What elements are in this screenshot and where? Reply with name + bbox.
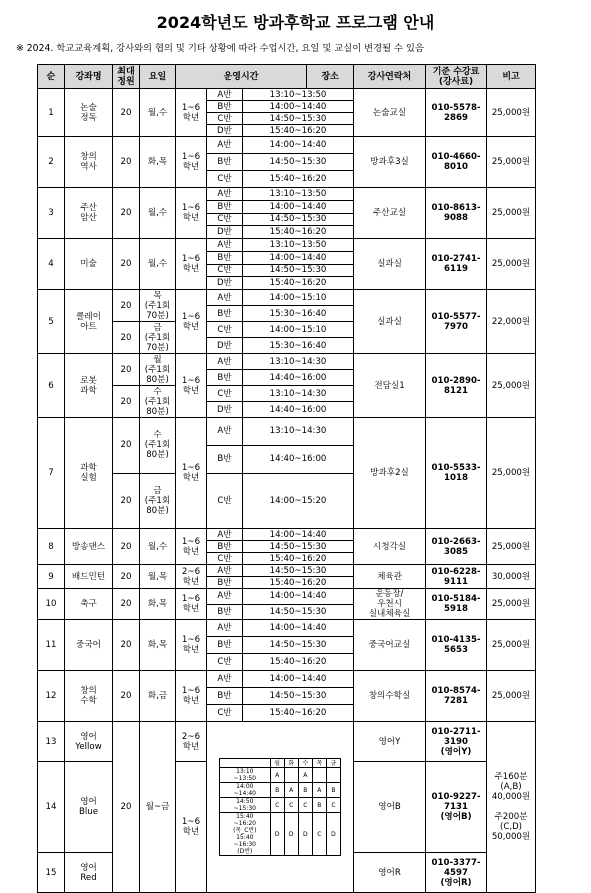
capacity: 20: [113, 386, 140, 418]
mini-header: [220, 759, 271, 768]
class-name: C반: [207, 473, 243, 529]
days: 월,수: [140, 239, 176, 290]
row-number: 14: [38, 762, 65, 853]
grade: 1~6 학년: [176, 589, 207, 620]
class-time: 15:40~16:20: [243, 125, 354, 137]
header-no: 순: [38, 65, 65, 89]
capacity: 20: [113, 529, 140, 565]
days: 수 (주1회 80분): [140, 386, 176, 418]
class-time: 15:40~16:20: [243, 577, 354, 589]
fee: 25,000원: [487, 188, 536, 239]
class-name: A반: [207, 418, 243, 446]
room: 방과후3실: [354, 137, 426, 188]
course-name: 중국어: [65, 620, 113, 671]
mini-class: B: [270, 783, 284, 798]
capacity: 20: [113, 322, 140, 354]
table-row: [38, 354, 536, 370]
row-number: 11: [38, 620, 65, 671]
mini-class: B: [326, 783, 340, 798]
grade: 1~6 학년: [176, 620, 207, 671]
mini-time: 15:40 ~16:20 (목_C반) 15:40 ~16:30 (D반): [220, 813, 271, 856]
table-row: [38, 620, 536, 637]
phone: 010-2890-8121: [426, 354, 487, 418]
fee: 25,000원: [487, 671, 536, 722]
course-name: 방송댄스: [65, 529, 113, 565]
course-name: 로봇 과학: [65, 354, 113, 418]
notice-text: ※ 2024. 학교교육계획, 강사와의 협의 및 기타 상황에 따라 수업시간, 요일 및 교실이 변경될 수 있음: [16, 43, 424, 54]
phone: 010-3377-4597 (영어R): [426, 853, 487, 893]
grade: 1~6 학년: [176, 762, 207, 893]
fee: 22,000원: [487, 290, 536, 354]
room: 창의수학실: [354, 671, 426, 722]
class-time: 14:40~16:00: [243, 370, 354, 386]
class-time: 15:40~16:20: [243, 226, 354, 239]
mini-class: D: [298, 813, 312, 856]
mini-class: A: [312, 783, 326, 798]
class-name: A반: [207, 239, 243, 252]
days: 월 (주1회 80분): [140, 354, 176, 386]
days: 월,목: [140, 565, 176, 589]
row-number: 15: [38, 853, 65, 893]
class-time: 13:10~14:30: [243, 386, 354, 402]
room: 방과후2실: [354, 418, 426, 529]
class-time: 14:50~15:30: [243, 565, 354, 577]
phone: 010-4135-5653: [426, 620, 487, 671]
class-time: 14:50~15:30: [243, 264, 354, 277]
class-name: A반: [207, 188, 243, 201]
class-name: C반: [207, 113, 243, 125]
phone: 010-2663-3085: [426, 529, 487, 565]
class-name: C반: [207, 705, 243, 722]
class-time: 15:40~16:20: [243, 705, 354, 722]
class-name: B반: [207, 577, 243, 589]
class-time: 13:10~13:50: [243, 188, 354, 201]
header-remark: 비고: [487, 65, 536, 89]
row-number: 2: [38, 137, 65, 188]
class-name: A반: [207, 89, 243, 101]
course-name: 클레이 아트: [65, 290, 113, 354]
course-name: 영어 Blue: [65, 762, 113, 853]
grade: 2~6 학년: [176, 722, 207, 762]
fee: 25,000원: [487, 620, 536, 671]
class-name: A반: [207, 589, 243, 605]
class-name: B반: [207, 541, 243, 553]
phone: 010-9227-7131 (영어B): [426, 762, 487, 853]
course-name: 영어 Yellow: [65, 722, 113, 762]
class-time: 13:10~13:50: [243, 239, 354, 252]
class-name: B반: [207, 251, 243, 264]
page-title: 2024학년도 방과후학교 프로그램 안내: [156, 13, 435, 32]
class-time: 14:00~14:40: [243, 529, 354, 541]
class-time: 14:40~16:00: [243, 445, 354, 473]
row-number: 9: [38, 565, 65, 589]
mini-class: C: [284, 798, 298, 813]
class-name: C반: [207, 264, 243, 277]
room: 시청각실: [354, 529, 426, 565]
phone: 010-8613-9088: [426, 188, 487, 239]
class-time: 14:00~15:10: [243, 322, 354, 338]
header-schedule: 운영시간: [176, 65, 307, 89]
days: 금 (주1회 70분): [140, 322, 176, 354]
class-name: A반: [207, 137, 243, 154]
fee: 25,000원: [487, 137, 536, 188]
mini-header: 화: [284, 759, 298, 768]
days: 화,목: [140, 620, 176, 671]
mini-class: C: [326, 798, 340, 813]
days: 월,수: [140, 188, 176, 239]
mini-class: B: [298, 783, 312, 798]
capacity: 20: [113, 354, 140, 386]
class-time: 14:00~14:40: [243, 620, 354, 637]
mini-class: [284, 768, 298, 783]
room: 영어Y: [354, 722, 426, 762]
fee: 25,000원: [487, 418, 536, 529]
class-time: 13:10~14:30: [243, 418, 354, 446]
mini-class: C: [270, 798, 284, 813]
room: 영어B: [354, 762, 426, 853]
class-time: 14:00~14:40: [243, 589, 354, 605]
capacity: 20: [113, 565, 140, 589]
class-time: 15:40~16:20: [243, 277, 354, 290]
fee: 25,000원: [487, 239, 536, 290]
room: 주산교실: [354, 188, 426, 239]
class-time: 14:50~15:30: [243, 637, 354, 654]
days: 목 (주1회 70분): [140, 290, 176, 322]
class-name: C반: [207, 322, 243, 338]
mini-header: 월: [270, 759, 284, 768]
capacity: 20: [113, 671, 140, 722]
class-name: A반: [207, 671, 243, 688]
capacity: 20: [113, 418, 140, 474]
class-time: 14:50~15:30: [243, 113, 354, 125]
grade: 1~6 학년: [176, 354, 207, 418]
mini-header: 수: [298, 759, 312, 768]
class-time: 13:10~14:30: [243, 354, 354, 370]
course-name: 주산 암산: [65, 188, 113, 239]
table-row: [38, 589, 536, 605]
capacity: 20: [113, 137, 140, 188]
capacity: 20: [113, 89, 140, 137]
capacity: 20: [113, 290, 140, 322]
table-row: [38, 137, 536, 154]
row-number: 6: [38, 354, 65, 418]
row-number: 7: [38, 418, 65, 529]
class-name: A반: [207, 529, 243, 541]
mini-class: C: [298, 798, 312, 813]
row-number: 8: [38, 529, 65, 565]
class-name: C반: [207, 171, 243, 188]
class-time: 14:00~14:40: [243, 200, 354, 213]
days: 월,수: [140, 89, 176, 137]
class-name: B반: [207, 445, 243, 473]
phone: 010-8574-7281: [426, 671, 487, 722]
header-course: 강좌명: [65, 65, 113, 89]
header-capacity: 최대 정원: [113, 65, 140, 89]
table-row: [38, 529, 536, 541]
header-room: 장소: [307, 65, 354, 89]
room: 실과실: [354, 239, 426, 290]
phone: 010-6228-9111: [426, 565, 487, 589]
program-table: [37, 64, 536, 893]
class-time: 15:40~16:20: [243, 171, 354, 188]
class-time: 13:10~13:50: [243, 89, 354, 101]
table-row: [38, 565, 536, 577]
capacity: 20: [113, 589, 140, 620]
phone: 010-5577-7970: [426, 290, 487, 354]
capacity: 20: [113, 188, 140, 239]
row-number: 13: [38, 722, 65, 762]
class-time: 14:00~14:40: [243, 671, 354, 688]
mini-class: D: [270, 813, 284, 856]
days: 화,목: [140, 137, 176, 188]
fee: 25,000원: [487, 89, 536, 137]
class-time: 15:30~16:40: [243, 306, 354, 322]
class-time: 14:40~16:00: [243, 402, 354, 418]
capacity: 20: [113, 722, 140, 893]
class-name: D반: [207, 277, 243, 290]
class-time: 14:00~14:40: [243, 101, 354, 113]
class-name: B반: [207, 604, 243, 620]
fee: 25,000원: [487, 354, 536, 418]
fee: 30,000원: [487, 565, 536, 589]
table-row: [38, 89, 536, 101]
class-time: 15:40~16:20: [243, 553, 354, 565]
course-name: 과학 실험: [65, 418, 113, 529]
class-name: C반: [207, 654, 243, 671]
mini-header: 목: [312, 759, 326, 768]
grade: 1~6 학년: [176, 239, 207, 290]
grade: 2~6 학년: [176, 565, 207, 589]
row-number: 10: [38, 589, 65, 620]
class-name: C반: [207, 213, 243, 226]
class-name: C반: [207, 553, 243, 565]
class-name: B반: [207, 154, 243, 171]
mini-class: C: [312, 813, 326, 856]
mini-class: B: [312, 798, 326, 813]
class-time: 14:00~15:10: [243, 290, 354, 306]
capacity: 20: [113, 620, 140, 671]
table-row: [38, 418, 536, 446]
class-name: B반: [207, 200, 243, 213]
phone: 010-4660-8010: [426, 137, 487, 188]
phone: 010-5184-5918: [426, 589, 487, 620]
fee: 25,000원: [487, 529, 536, 565]
room: 중국어교실: [354, 620, 426, 671]
class-name: D반: [207, 338, 243, 354]
grade: 1~6 학년: [176, 529, 207, 565]
grade: 1~6 학년: [176, 188, 207, 239]
grade: 1~6 학년: [176, 89, 207, 137]
course-name: 축구: [65, 589, 113, 620]
class-name: B반: [207, 637, 243, 654]
course-name: 영어 Red: [65, 853, 113, 893]
phone: 010-5578-2869: [426, 89, 487, 137]
class-name: A반: [207, 290, 243, 306]
capacity: 20: [113, 239, 140, 290]
english-timetable: [207, 722, 354, 893]
class-time: 14:50~15:30: [243, 541, 354, 553]
row-number: 5: [38, 290, 65, 354]
class-time: 14:00~14:40: [243, 137, 354, 154]
room: 전담실1: [354, 354, 426, 418]
class-time: 15:40~16:20: [243, 654, 354, 671]
class-time: 14:00~15:20: [243, 473, 354, 529]
row-number: 3: [38, 188, 65, 239]
capacity: 20: [113, 473, 140, 529]
class-time: 14:50~15:30: [243, 154, 354, 171]
class-name: A반: [207, 565, 243, 577]
course-name: 논술 정독: [65, 89, 113, 137]
days: 수 (주1회 80분): [140, 418, 176, 474]
class-name: B반: [207, 306, 243, 322]
days: 월,수: [140, 529, 176, 565]
table-row: [38, 239, 536, 252]
mini-header: 금: [326, 759, 340, 768]
phone: 010-2711-3190 (영어Y): [426, 722, 487, 762]
mini-class: A: [270, 768, 284, 783]
class-name: D반: [207, 402, 243, 418]
course-name: 창의 수학: [65, 671, 113, 722]
room: 논술교실: [354, 89, 426, 137]
table-row: [38, 671, 536, 688]
header-fee: 기준 수강료 (강사료): [426, 65, 487, 89]
fee: 주160분 (A,B) 40,000원 주200분 (C,D) 50,000원: [487, 722, 536, 893]
table-row: [38, 722, 536, 762]
class-time: 14:00~14:40: [243, 251, 354, 264]
mini-class: [312, 768, 326, 783]
grade: 1~6 학년: [176, 290, 207, 354]
phone: 010-2741-6119: [426, 239, 487, 290]
class-name: C반: [207, 386, 243, 402]
room: 실과실: [354, 290, 426, 354]
class-time: 14:50~15:30: [243, 213, 354, 226]
class-time: 14:50~15:30: [243, 604, 354, 620]
grade: 1~6 학년: [176, 671, 207, 722]
class-time: 15:30~16:40: [243, 338, 354, 354]
class-name: B반: [207, 688, 243, 705]
class-name: B반: [207, 101, 243, 113]
row-number: 4: [38, 239, 65, 290]
class-name: A반: [207, 620, 243, 637]
mini-time: 13:10 ~13:50: [220, 768, 271, 783]
class-name: D반: [207, 125, 243, 137]
table-row: [38, 188, 536, 201]
grade: 1~6 학년: [176, 137, 207, 188]
days: 월~금: [140, 722, 176, 893]
mini-class: [326, 768, 340, 783]
room: 체육관: [354, 565, 426, 589]
mini-time: 14:00 ~14:40: [220, 783, 271, 798]
mini-class: A: [298, 768, 312, 783]
class-name: A반: [207, 354, 243, 370]
class-name: D반: [207, 226, 243, 239]
mini-class: D: [284, 813, 298, 856]
days: 화,금: [140, 671, 176, 722]
row-number: 12: [38, 671, 65, 722]
course-name: 창의 역사: [65, 137, 113, 188]
phone: 010-5533-1018: [426, 418, 487, 529]
class-time: 14:50~15:30: [243, 688, 354, 705]
days: 금 (주1회 80분): [140, 473, 176, 529]
row-number: 1: [38, 89, 65, 137]
fee: 25,000원: [487, 589, 536, 620]
days: 화,목: [140, 589, 176, 620]
mini-class: D: [326, 813, 340, 856]
mini-class: A: [284, 783, 298, 798]
header-contact: 강사연락처: [354, 65, 426, 89]
mini-time: 14:50 ~15:30: [220, 798, 271, 813]
room: 운동장/ 우천시 실내체육실: [354, 589, 426, 620]
course-name: 배드민턴: [65, 565, 113, 589]
class-name: B반: [207, 370, 243, 386]
table-row: [38, 290, 536, 306]
room: 영어R: [354, 853, 426, 893]
grade: 1~6 학년: [176, 418, 207, 529]
course-name: 미술: [65, 239, 113, 290]
header-days: 요일: [140, 65, 176, 89]
english-mini-table: [219, 758, 341, 856]
